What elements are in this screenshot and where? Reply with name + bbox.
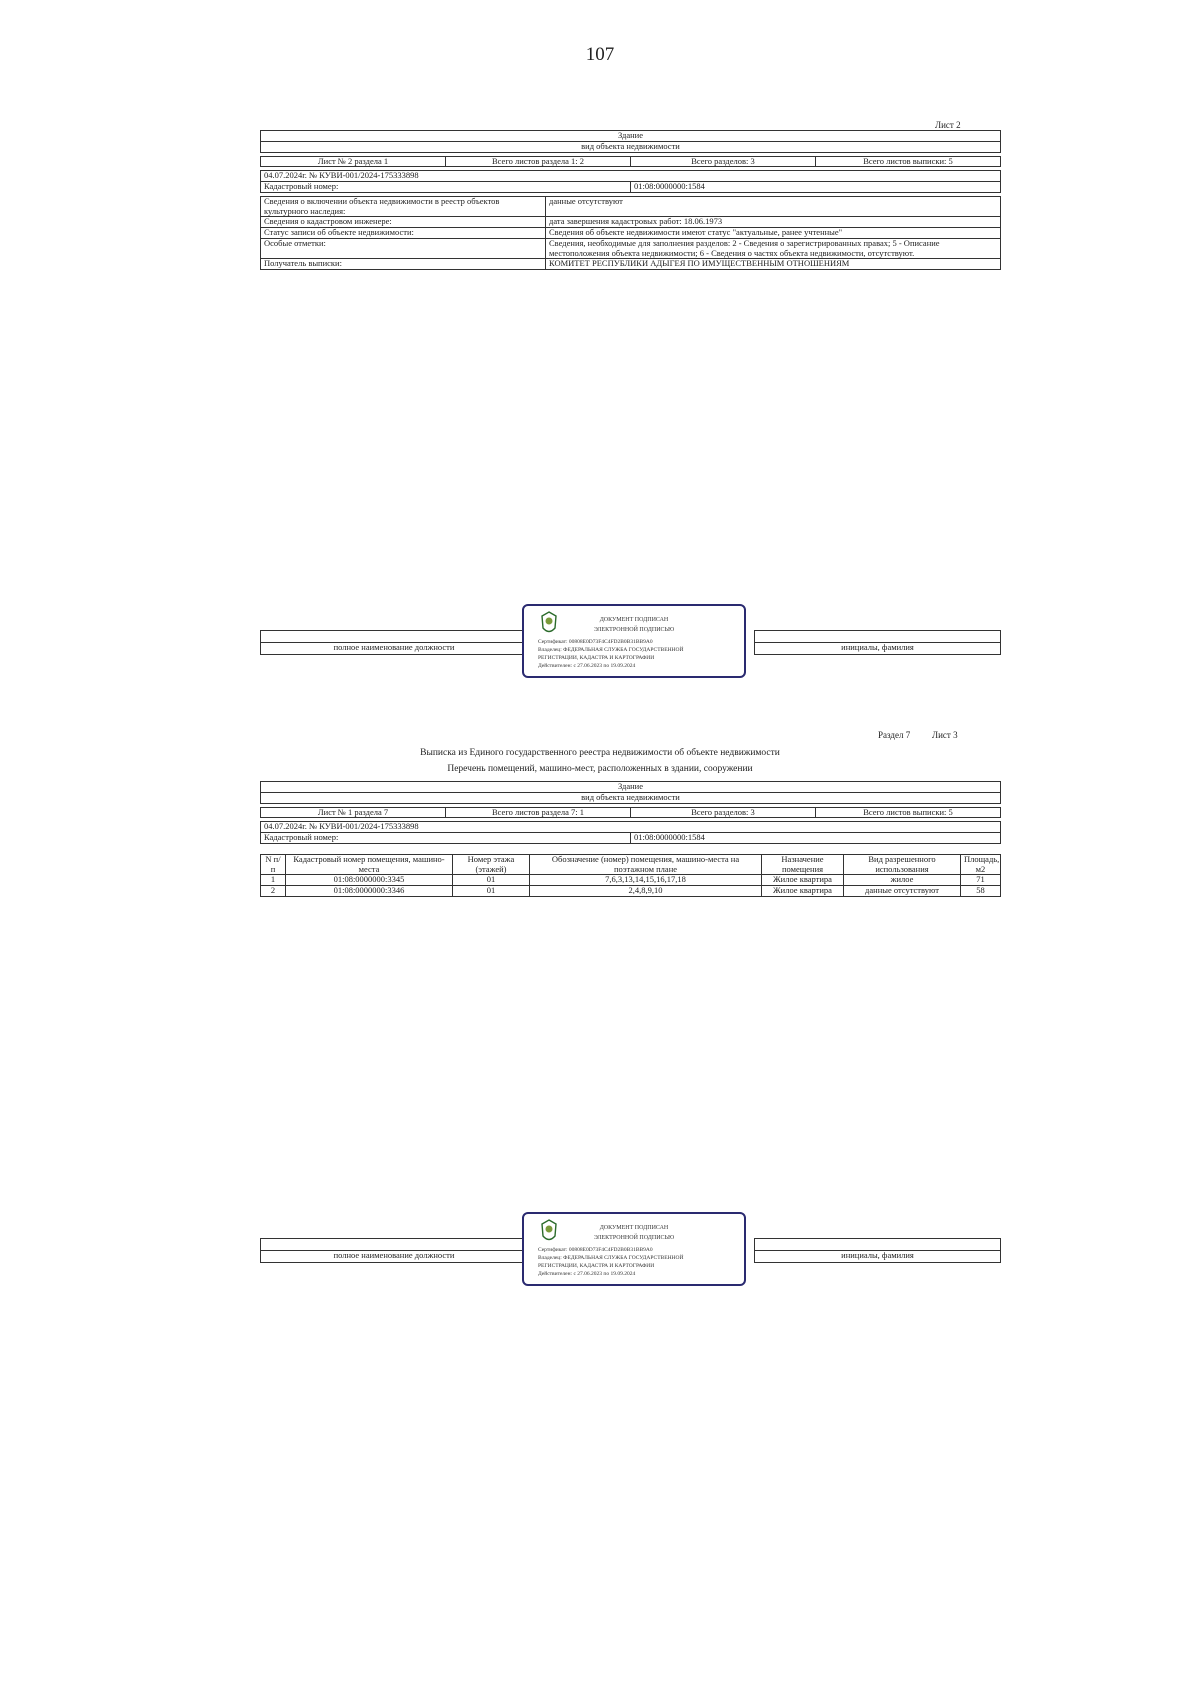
sheet3-doc-table — [260, 821, 1001, 844]
cell: 1 — [261, 875, 286, 886]
sheet3-info-row — [260, 807, 1001, 819]
cell: 2 — [261, 886, 286, 897]
info-cell: Всего листов раздела 1: 2 — [446, 156, 631, 167]
cell: 71 — [961, 875, 1001, 886]
column-header: N п/п — [261, 854, 286, 875]
column-header: Площадь, м2 — [961, 854, 1001, 875]
name-label: инициалы, фамилия — [755, 643, 1001, 655]
info-cell: Всего разделов: 3 — [631, 156, 816, 167]
sheet2-info-row — [260, 156, 1001, 168]
detail-label: Статус записи об объекте недвижимости: — [261, 228, 546, 239]
cell: данные отсутствуют — [844, 886, 961, 897]
extract-title: Выписка из Единого государственного реестра недвижимости об объекте недвижимости — [420, 748, 780, 758]
doc-date: 04.07.2024г. № КУВИ-001/2024-175333898 — [261, 822, 1001, 833]
header-object-type: вид объекта недвижимости — [261, 141, 1001, 152]
name-label: инициалы, фамилия — [755, 1251, 1001, 1263]
cell: 01:08:0000000:3345 — [286, 875, 453, 886]
column-header: Обозначение (номер) помещения, машино-места на поэтажном плане — [530, 854, 762, 875]
cadastral-value: 01:08:0000000:1584 — [631, 833, 1001, 844]
stamp-certificate: Сертификат: 00808E0D73F4C4FD2B0B31BB9A0 — [538, 639, 653, 645]
table-row — [261, 886, 1001, 897]
signature-stamp — [522, 1212, 746, 1286]
doc-date: 04.07.2024г. № КУВИ-001/2024-175333898 — [261, 171, 1001, 182]
cell: 01:08:0000000:3346 — [286, 886, 453, 897]
sheet3-header-table — [260, 781, 1001, 897]
stamp-owner-2: РЕГИСТРАЦИИ, КАДАСТРА И КАРТОГРАФИИ — [538, 1263, 655, 1269]
cell: 01 — [453, 875, 530, 886]
page-number: 107 — [585, 44, 615, 65]
detail-label: Сведения о включении объекта недвижимости в реестр объектов культурного наследия: — [261, 196, 546, 217]
stamp-title: ДОКУМЕНТ ПОДПИСАН — [599, 1225, 669, 1231]
sheet2-doc-table — [260, 170, 1001, 193]
detail-value: Сведения об объекте недвижимости имеют статус "актуальные, ранее учтенные" — [546, 228, 1001, 239]
section-label: Раздел 7 — [878, 730, 911, 740]
sheet2-header-table — [260, 130, 1001, 270]
stamp-owner: Владелец: ФЕДЕРАЛЬНАЯ СЛУЖБА ГОСУДАРСТВЕННОЙ — [538, 647, 684, 653]
cadastral-value: 01:08:0000000:1584 — [631, 182, 1001, 193]
sheet-label: Лист 2 — [935, 120, 961, 130]
cell: жилое — [844, 875, 961, 886]
detail-label: Особые отметки: — [261, 238, 546, 259]
premises-table — [260, 854, 1001, 897]
stamp-subtitle: ЭЛЕКТРОННОЙ ПОДПИСЬЮ — [593, 627, 675, 633]
header-building: Здание — [261, 782, 1001, 793]
cadastral-label: Кадастровый номер: — [261, 182, 631, 193]
stamp-subtitle: ЭЛЕКТРОННОЙ ПОДПИСЬЮ — [593, 1235, 675, 1241]
info-cell: Всего листов раздела 7: 1 — [446, 807, 631, 818]
cell: 58 — [961, 886, 1001, 897]
extract-subtitle: Перечень помещений, машино-мест, расположенных в здании, сооружении — [447, 764, 753, 774]
column-header: Номер этажа (этажей) — [453, 854, 530, 875]
info-cell: Лист № 1 раздела 7 — [261, 807, 446, 818]
info-cell: Всего листов выписки: 5 — [816, 807, 1001, 818]
column-header: Вид разрешенного использования — [844, 854, 961, 875]
stamp-owner: Владелец: ФЕДЕРАЛЬНАЯ СЛУЖБА ГОСУДАРСТВЕННОЙ — [538, 1255, 684, 1261]
column-header: Кадастровый номер помещения, машино-места — [286, 854, 453, 875]
cell: 01 — [453, 886, 530, 897]
premises-header-row — [261, 854, 1001, 875]
position-label: полное наименование должности — [261, 1251, 528, 1263]
cell: Жилое квартира — [762, 886, 844, 897]
detail-value: КОМИТЕТ РЕСПУБЛИКИ АДЫГЕЯ ПО ИМУЩЕСТВЕННЫМ ОТНОШЕНИЯМ — [546, 259, 1001, 270]
info-cell: Всего разделов: 3 — [631, 807, 816, 818]
cell: Жилое квартира — [762, 875, 844, 886]
position-label: полное наименование должности — [261, 643, 528, 655]
stamp-title: ДОКУМЕНТ ПОДПИСАН — [599, 617, 669, 623]
info-cell: Всего листов выписки: 5 — [816, 156, 1001, 167]
cadastral-label: Кадастровый номер: — [261, 833, 631, 844]
header-object-type: вид объекта недвижимости — [261, 792, 1001, 803]
cell: 2,4,8,9,10 — [530, 886, 762, 897]
cell: 7,6,3,13,14,15,16,17,18 — [530, 875, 762, 886]
column-header: Назначение помещения — [762, 854, 844, 875]
info-cell: Лист № 2 раздела 1 — [261, 156, 446, 167]
sheet2-details-table — [260, 196, 1001, 270]
signature-stamp — [522, 604, 746, 678]
stamp-validity: Действителен: с 27.06.2023 по 19.09.2024 — [538, 663, 636, 669]
detail-value: данные отсутствуют — [546, 196, 1001, 217]
sheet-label: Лист 3 — [932, 730, 958, 740]
detail-value: Сведения, необходимые для заполнения разделов: 2 - Сведения о зарегистрированных правах; 5 - Описание местоположения объекта недвижимости; 6 - Сведения о частях объекта недвижимости, отсутствуют. — [546, 238, 1001, 259]
detail-value: дата завершения кадастровых работ: 18.06.1973 — [546, 217, 1001, 228]
stamp-validity: Действителен: с 27.06.2023 по 19.09.2024 — [538, 1271, 636, 1277]
table-row — [261, 875, 1001, 886]
stamp-owner-2: РЕГИСТРАЦИИ, КАДАСТРА И КАРТОГРАФИИ — [538, 655, 655, 661]
header-building: Здание — [261, 131, 1001, 142]
stamp-certificate: Сертификат: 00808E0D73F4C4FD2B0B31BB9A0 — [538, 1247, 653, 1253]
detail-label: Сведения о кадастровом инженере: — [261, 217, 546, 228]
detail-label: Получатель выписки: — [261, 259, 546, 270]
